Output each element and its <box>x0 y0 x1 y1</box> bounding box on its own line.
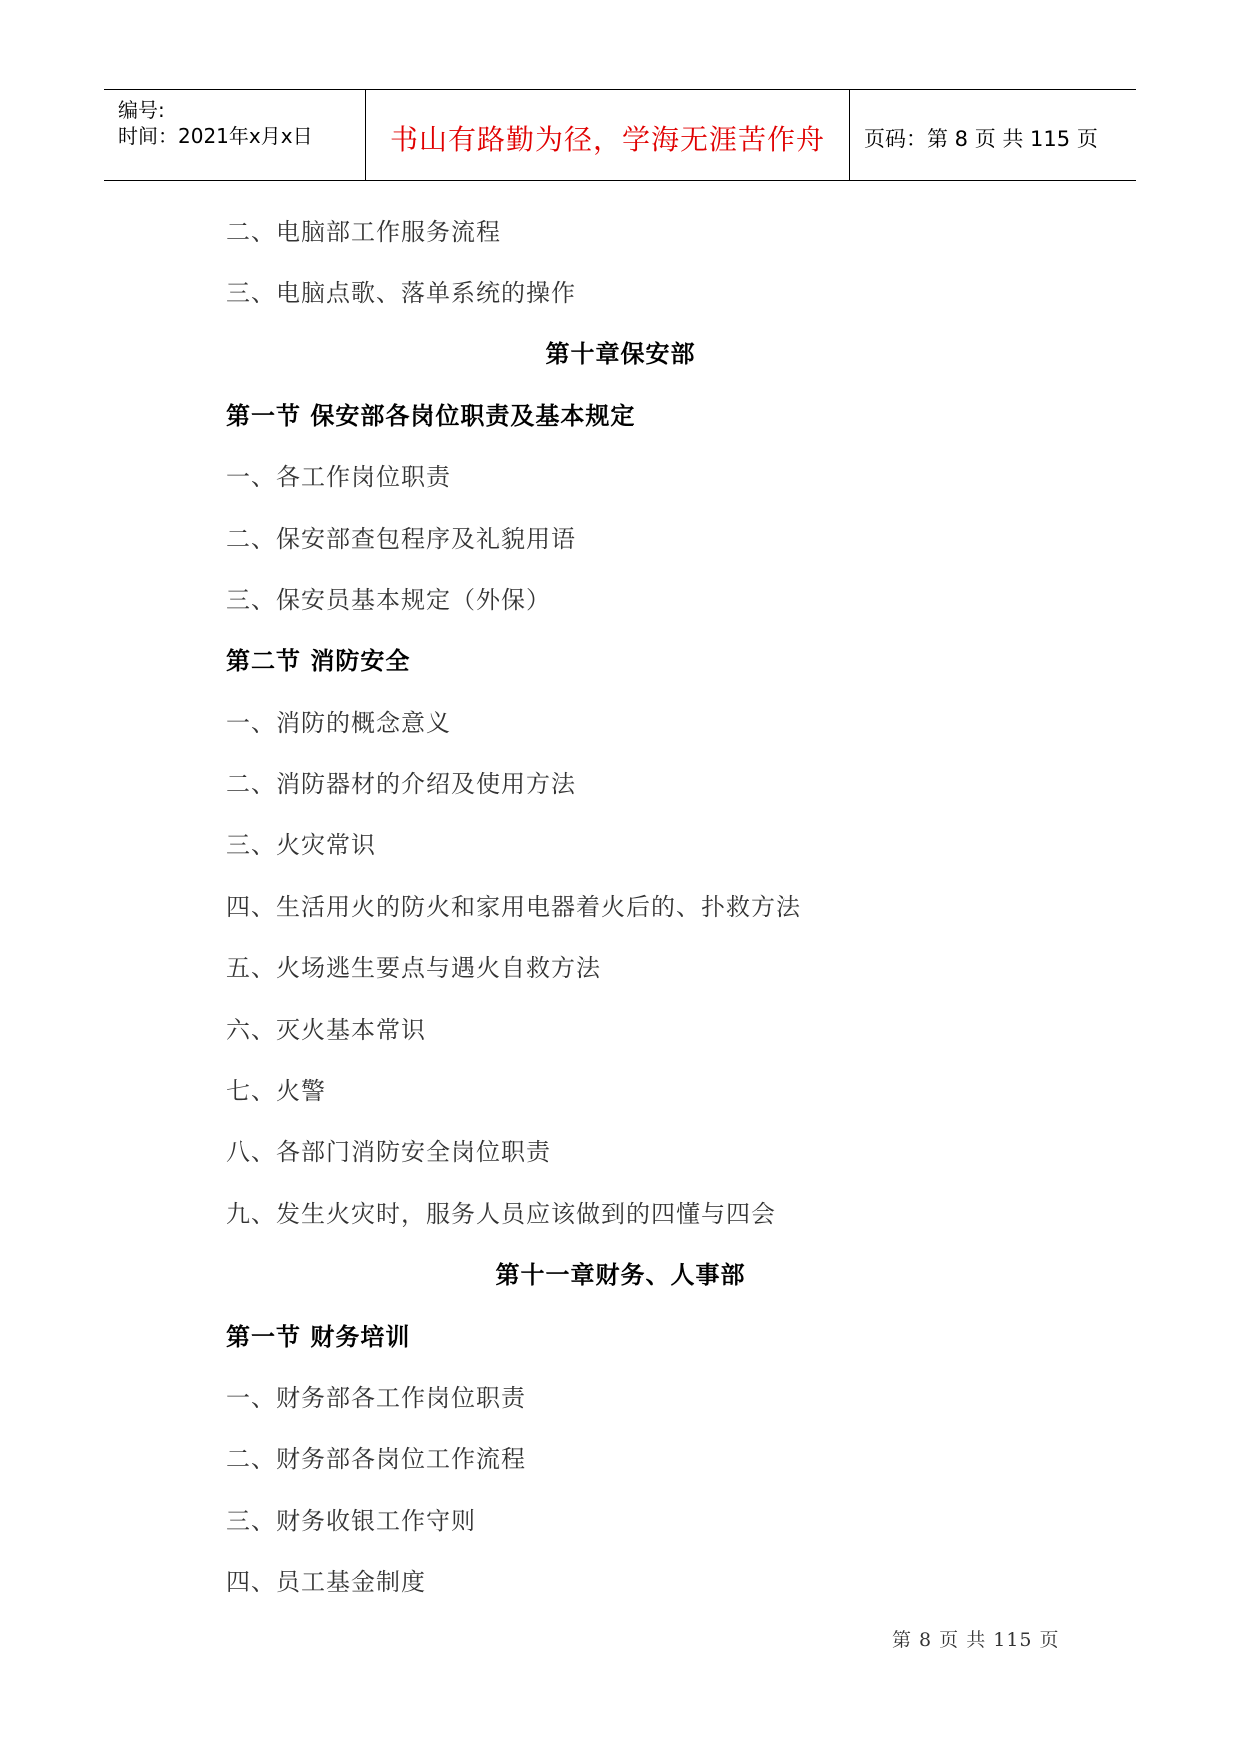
page-header <box>104 89 1136 181</box>
toc-item: 九、发生火灾时，服务人员应该做到的四懂与四会 <box>226 1200 776 1228</box>
toc-item: 二、电脑部工作服务流程 <box>226 218 501 246</box>
toc-item: 一、消防的概念意义 <box>226 709 451 737</box>
header-motto-cell <box>366 90 850 180</box>
toc-item: 二、保安部查包程序及礼貌用语 <box>226 525 576 553</box>
toc-item: 八、各部门消防安全岗位职责 <box>226 1138 551 1166</box>
header-page-cell <box>850 90 1136 180</box>
document-time-label: 时间：2021年x月x日 <box>118 124 313 148</box>
toc-item: 七、火警 <box>226 1077 326 1105</box>
header-info-cell <box>104 90 366 180</box>
toc-item: 一、各工作岗位职责 <box>226 463 451 491</box>
toc-item: 三、火灾常识 <box>226 831 376 859</box>
document-number-label: 编号: <box>118 98 165 122</box>
page-footer: 第 8 页 共 115 页 <box>892 1629 1060 1651</box>
toc-item: 五、火场逃生要点与遇火自救方法 <box>226 954 601 982</box>
header-motto: 书山有路勤为径，学海无涯苦作舟 <box>389 123 825 156</box>
toc-item: 四、员工基金制度 <box>226 1568 426 1596</box>
toc-item: 六、灭火基本常识 <box>226 1016 426 1044</box>
section-heading: 第一节 财务培训 <box>226 1323 411 1351</box>
section-heading: 第一节 保安部各岗位职责及基本规定 <box>226 402 636 430</box>
toc-item: 三、保安员基本规定（外保） <box>226 586 551 614</box>
chapter-heading: 第十一章财务、人事部 <box>495 1261 746 1289</box>
toc-item: 一、财务部各工作岗位职责 <box>226 1384 526 1412</box>
toc-item: 二、消防器材的介绍及使用方法 <box>226 770 576 798</box>
header-page-number: 页码：第 8 页 共 115 页 <box>864 127 1098 151</box>
chapter-heading: 第十章保安部 <box>545 340 696 368</box>
toc-item: 二、财务部各岗位工作流程 <box>226 1445 526 1473</box>
section-heading: 第二节 消防安全 <box>226 647 411 675</box>
toc-item: 三、财务收银工作守则 <box>226 1507 476 1535</box>
toc-item: 三、电脑点歌、落单系统的操作 <box>226 279 576 307</box>
toc-item: 四、生活用火的防火和家用电器着火后的、扑救方法 <box>226 893 801 921</box>
